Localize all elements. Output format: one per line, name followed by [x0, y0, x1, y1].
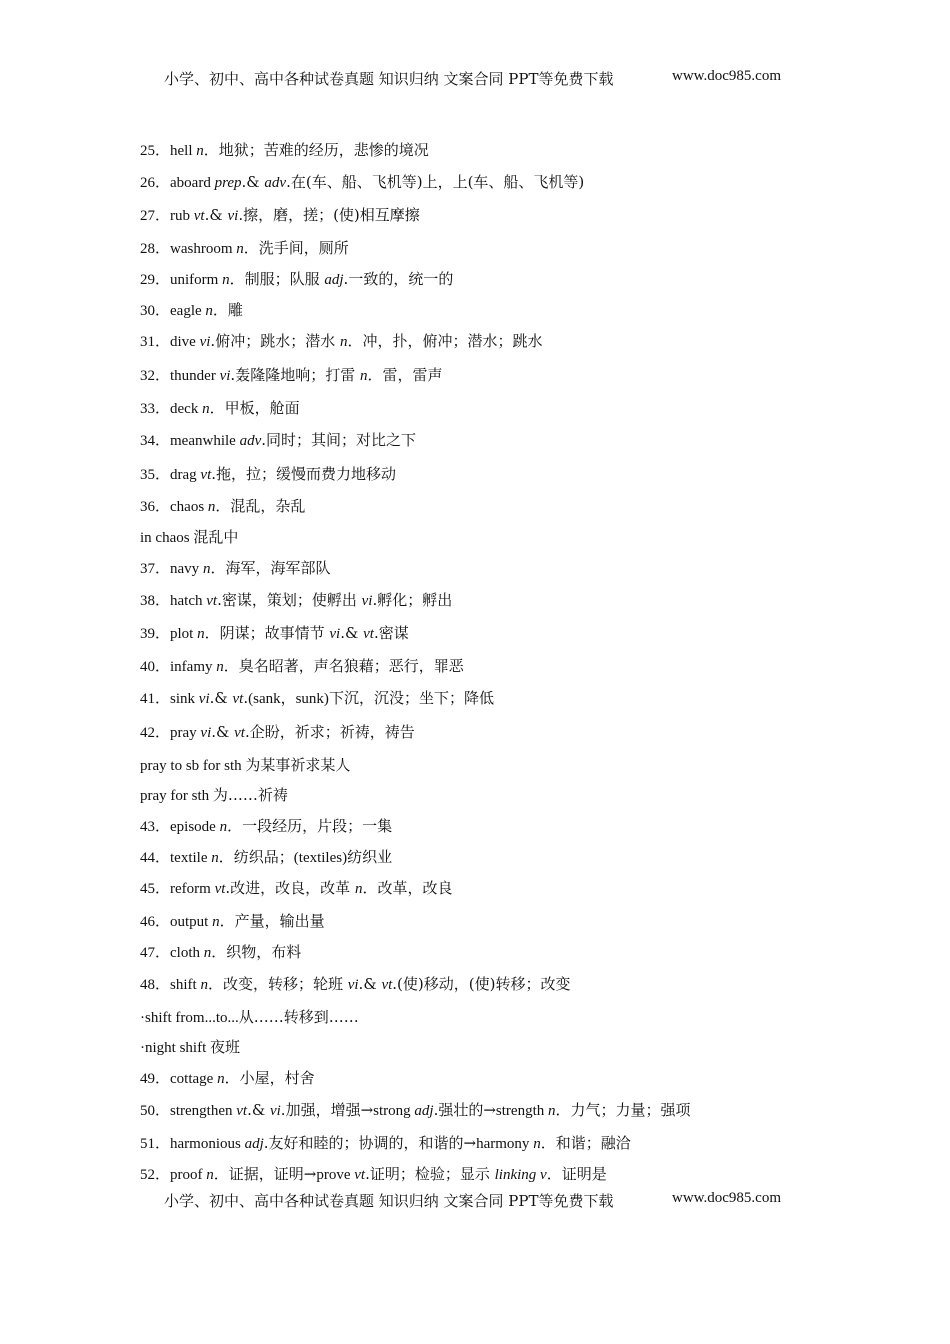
- header-text: 小学、初中、高中各种试卷真题 知识归纳 文案合同 PPT等免费下载: [164, 70, 614, 88]
- header-url: www.doc985.com: [672, 68, 782, 84]
- vocab-line: ·night shift 夜班: [140, 1038, 241, 1056]
- vocab-line: 44．textile n．纺织品；(textiles)纺织业: [140, 848, 393, 866]
- vocab-line: 34．meanwhile adv.同时；其间；对比之下: [140, 431, 417, 449]
- vocab-line: 43．episode n．一段经历，片段；一集: [140, 817, 393, 835]
- vocab-line: 38．hatch vt.密谋，策划；使孵出 vi.孵化；孵出: [140, 591, 453, 609]
- vocab-line: pray to sb for sth 为某事祈求某人: [140, 756, 351, 774]
- vocab-line: 47．cloth n．织物，布料: [140, 943, 302, 961]
- vocab-line: 50．strengthen vt.& vi.加强，增强→strong adj.强壮的→strength n．力气；力量；强项: [140, 1101, 691, 1119]
- footer-url: www.doc985.com: [672, 1190, 782, 1206]
- vocab-line: 37．navy n．海军，海军部队: [140, 559, 331, 577]
- vocab-line: 40．infamy n．臭名昭著，声名狼藉；恶行，罪恶: [140, 657, 464, 675]
- vocab-line: 26．aboard prep.& adv.在(车、船、飞机等)上，上(车、船、飞机等): [140, 173, 585, 191]
- vocab-line: 45．reform vt.改进，改良，改革 n．改革，改良: [140, 879, 453, 897]
- vocab-line: 32．thunder vi.轰隆隆地响；打雷 n．雷，雷声: [140, 366, 443, 384]
- vocab-line: 29．uniform n．制服；队服 adj.一致的，统一的: [140, 270, 454, 288]
- vocab-line: 51．harmonious adj.友好和睦的；协调的，和谐的→harmony n．和谐；融洽: [140, 1134, 631, 1152]
- vocab-line: 36．chaos n．混乱，杂乱: [140, 497, 306, 515]
- vocab-line: 52．proof n．证据，证明→prove vt.证明；检验；显示 linking v．证明是: [140, 1165, 607, 1183]
- vocab-line: 41．sink vi.& vt.(sank，sunk)下沉，沉没；坐下；降低: [140, 689, 494, 707]
- vocab-line: 31．dive vi.俯冲；跳水；潜水 n．冲，扑，俯冲；潜水；跳水: [140, 332, 543, 350]
- vocab-line: 46．output n．产量，输出量: [140, 912, 325, 930]
- vocab-line: 48．shift n．改变，转移；轮班 vi.& vt.(使)移动，(使)转移；改变: [140, 975, 571, 993]
- vocab-line: 39．plot n．阴谋；故事情节 vi.& vt.密谋: [140, 624, 409, 642]
- vocab-line: 33．deck n．甲板，舱面: [140, 399, 300, 417]
- footer-text: 小学、初中、高中各种试卷真题 知识归纳 文案合同 PPT等免费下载: [164, 1192, 614, 1210]
- vocab-line: ·shift from...to...从……转移到……: [140, 1008, 359, 1026]
- vocab-line: 27．rub vt.& vi.擦，磨，搓；(使)相互摩擦: [140, 206, 420, 224]
- vocab-line: 35．drag vt.拖，拉；缓慢而费力地移动: [140, 465, 397, 483]
- vocab-line: 30．eagle n．雕: [140, 301, 243, 319]
- vocab-line: 28．washroom n．洗手间，厕所: [140, 239, 349, 257]
- vocab-line: in chaos 混乱中: [140, 528, 239, 546]
- vocab-line: 49．cottage n．小屋，村舍: [140, 1069, 315, 1087]
- vocab-line: 42．pray vi.& vt.企盼，祈求；祈祷，祷告: [140, 723, 415, 741]
- vocab-line: pray for sth 为……祈祷: [140, 786, 288, 804]
- vocab-line: 25．hell n．地狱；苦难的经历，悲惨的境况: [140, 141, 429, 159]
